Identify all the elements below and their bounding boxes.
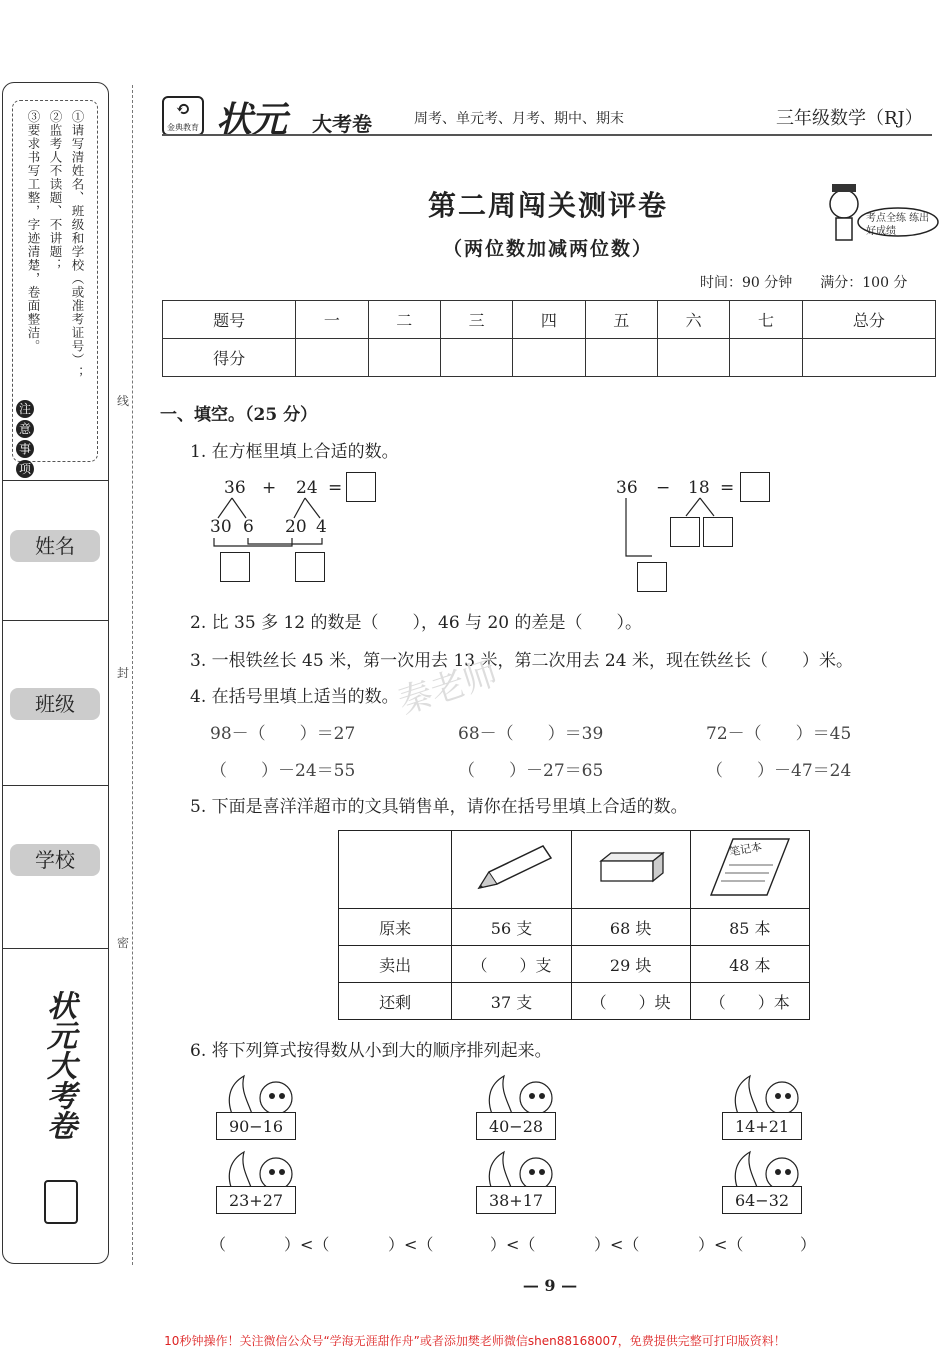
table-row bbox=[339, 909, 810, 946]
notice-title-char: 注 bbox=[16, 400, 34, 418]
header-grade: 三年级数学（RJ） bbox=[776, 108, 923, 129]
table-cell bbox=[690, 831, 809, 909]
table-cell: 85 本 bbox=[690, 909, 809, 946]
q1-left-b: 24 bbox=[296, 478, 318, 498]
answer-box[interactable] bbox=[703, 517, 733, 547]
table-row bbox=[339, 831, 810, 909]
order-token: ）<（ bbox=[594, 1235, 640, 1254]
score-cell[interactable] bbox=[802, 339, 935, 377]
q1-right-eq: = bbox=[720, 478, 735, 498]
q1-right-op: − bbox=[656, 478, 671, 498]
eraser-icon bbox=[591, 843, 671, 893]
table-cell: 原来 bbox=[339, 909, 452, 946]
table-row bbox=[339, 946, 810, 983]
q1-split: 6 bbox=[243, 517, 254, 537]
score-cell[interactable] bbox=[368, 339, 440, 377]
answer-cell[interactable]: （ ）本 bbox=[690, 983, 809, 1020]
class-label: 班级 bbox=[10, 688, 100, 720]
answer-box[interactable] bbox=[670, 517, 700, 547]
notebook-label: 笔记本 bbox=[727, 840, 763, 859]
score-cell[interactable] bbox=[657, 339, 729, 377]
notice-title-char: 意 bbox=[16, 420, 34, 438]
q1-split: 20 bbox=[285, 517, 307, 537]
brand-title-2: 大考卷 bbox=[312, 112, 372, 136]
school-label: 学校 bbox=[10, 844, 100, 876]
page-title: 第二周闯关测评卷 bbox=[427, 189, 668, 222]
table-cell: 五 bbox=[585, 301, 657, 339]
q1-left-lines bbox=[200, 494, 340, 554]
strip-divider bbox=[2, 620, 109, 621]
table-cell: 56 支 bbox=[452, 909, 571, 946]
question-6: 6. 将下列算式按得数从小到大的顺序排列起来。 bbox=[190, 1041, 552, 1061]
expression-card: 14+21 bbox=[722, 1112, 802, 1140]
table-cell bbox=[571, 831, 690, 909]
table-cell: 68 块 bbox=[571, 909, 690, 946]
table-cell: 一 bbox=[296, 301, 368, 339]
table-cell: 还剩 bbox=[339, 983, 452, 1020]
mascot-caption: 考点全练 练出好成绩 bbox=[866, 213, 930, 237]
table-cell: 卖出 bbox=[339, 946, 452, 983]
brand-vertical: 状元大考卷 bbox=[41, 990, 76, 1140]
strip-divider bbox=[2, 948, 109, 949]
mark-feng: 封 bbox=[117, 666, 130, 680]
score-cell[interactable] bbox=[513, 339, 585, 377]
question-2: 2. 比 35 多 12 的数是（ ），46 与 20 的差是（ ）。 bbox=[190, 613, 642, 633]
strip-divider bbox=[2, 480, 109, 481]
answer-box[interactable] bbox=[740, 472, 770, 502]
order-token: ）<（ bbox=[490, 1235, 536, 1254]
order-token: ）<（ bbox=[698, 1235, 744, 1254]
expression-card: 23+27 bbox=[216, 1186, 296, 1214]
table-cell bbox=[339, 831, 452, 909]
footer-note: 10秒钟操作！关注微信公众号“学海无涯甜作舟”或者添加樊老师微信shen88168007，免费提供完整可打印版资料！ bbox=[164, 1334, 786, 1348]
table-cell: 题号 bbox=[163, 301, 296, 339]
pencil-icon bbox=[467, 838, 557, 898]
question-5: 5. 下面是喜洋洋超市的文具销售单，请你在括号里填上合适的数。 bbox=[190, 797, 688, 817]
section-heading: 一、填空。（25 分） bbox=[160, 405, 318, 425]
order-token: ）<（ bbox=[284, 1235, 330, 1254]
score-cell[interactable] bbox=[730, 339, 802, 377]
cut-line bbox=[132, 85, 133, 1265]
order-token: （ bbox=[210, 1235, 227, 1254]
logo-icon: ⟲ 金典教育 bbox=[162, 96, 204, 136]
table-cell: 总分 bbox=[802, 301, 935, 339]
table-cell: 四 bbox=[513, 301, 585, 339]
question-1: 1. 在方框里填上合适的数。 bbox=[190, 442, 399, 462]
score-cell[interactable] bbox=[296, 339, 368, 377]
q4-item: （ ）－47＝24 bbox=[706, 761, 852, 781]
question-3: 3. 一根铁丝长 45 米，第一次用去 13 米，第二次用去 24 米，现在铁丝长（ ）米。 bbox=[190, 651, 853, 671]
q4-item: （ ）－24＝55 bbox=[210, 761, 356, 781]
notice-line-2: ②监考人不读题、不讲题； bbox=[48, 110, 63, 272]
q4-item: （ ）－27＝65 bbox=[458, 761, 604, 781]
answer-cell[interactable]: （ ）支 bbox=[452, 946, 571, 983]
table-cell: 29 块 bbox=[571, 946, 690, 983]
answer-box[interactable] bbox=[295, 552, 325, 582]
logo-text: 金典教育 bbox=[167, 123, 199, 132]
notice-line-3: ③要求书写工整，字迹清楚，卷面整洁。 bbox=[26, 110, 41, 353]
table-row bbox=[339, 983, 810, 1020]
logo-icon bbox=[44, 1180, 78, 1224]
order-token: ） bbox=[800, 1235, 817, 1254]
question-4: 4. 在括号里填上适当的数。 bbox=[190, 687, 399, 707]
table-row bbox=[163, 301, 936, 339]
q1-split: 30 bbox=[210, 517, 232, 537]
notice-line-1: ①请写清姓名、班级和学校（或准考证号）； bbox=[70, 110, 85, 380]
expression-card: 38+17 bbox=[476, 1186, 556, 1214]
table-cell: 三 bbox=[440, 301, 512, 339]
time-info: 时间：90 分钟 满分：100 分 bbox=[700, 275, 908, 291]
expression-card: 64−32 bbox=[722, 1186, 802, 1214]
table-cell bbox=[452, 831, 571, 909]
table-cell: 七 bbox=[730, 301, 802, 339]
table-cell: 48 本 bbox=[690, 946, 809, 983]
order-token: ）<（ bbox=[388, 1235, 434, 1254]
table-cell: 二 bbox=[368, 301, 440, 339]
table-row bbox=[163, 339, 936, 377]
table-cell: 六 bbox=[657, 301, 729, 339]
header-rule bbox=[162, 134, 932, 136]
sales-table bbox=[338, 830, 810, 1020]
answer-box[interactable] bbox=[346, 472, 376, 502]
page-subtitle: （两位数加减两位数） bbox=[442, 238, 653, 260]
expression-card: 90−16 bbox=[216, 1112, 296, 1140]
q1-right-b: 18 bbox=[688, 478, 710, 498]
page-number: — 9 — bbox=[522, 1276, 578, 1295]
q1-left-op: + bbox=[262, 478, 277, 498]
header-subtitle: 周考、单元考、月考、期中、期末 bbox=[414, 111, 624, 127]
q4-item: 72－（ ）＝45 bbox=[706, 724, 852, 744]
brand-title: 状元 bbox=[216, 99, 287, 141]
notice-title-char: 项 bbox=[16, 460, 34, 478]
q1-left-a: 36 bbox=[224, 478, 246, 498]
notice-title bbox=[16, 400, 34, 478]
strip-divider bbox=[2, 785, 109, 786]
mark-mi: 密 bbox=[117, 936, 130, 950]
q1-left-eq: = bbox=[328, 478, 343, 498]
name-label: 姓名 bbox=[10, 530, 100, 562]
table-cell: 37 支 bbox=[452, 983, 571, 1020]
q4-item: 98－（ ）＝27 bbox=[210, 724, 356, 744]
answer-box[interactable] bbox=[220, 552, 250, 582]
watermark: 秦老师 bbox=[393, 653, 503, 723]
score-cell[interactable] bbox=[440, 339, 512, 377]
q4-item: 68－（ ）＝39 bbox=[458, 724, 604, 744]
expression-card: 40−28 bbox=[476, 1112, 556, 1140]
q1-right-a: 36 bbox=[616, 478, 638, 498]
score-cell[interactable] bbox=[585, 339, 657, 377]
score-table bbox=[162, 300, 936, 377]
table-cell: 得分 bbox=[163, 339, 296, 377]
mark-xian: 线 bbox=[117, 394, 130, 408]
answer-cell[interactable]: （ ）块 bbox=[571, 983, 690, 1020]
answer-box[interactable] bbox=[637, 562, 667, 592]
notice-title-char: 事 bbox=[16, 440, 34, 458]
q1-split: 4 bbox=[316, 517, 327, 537]
